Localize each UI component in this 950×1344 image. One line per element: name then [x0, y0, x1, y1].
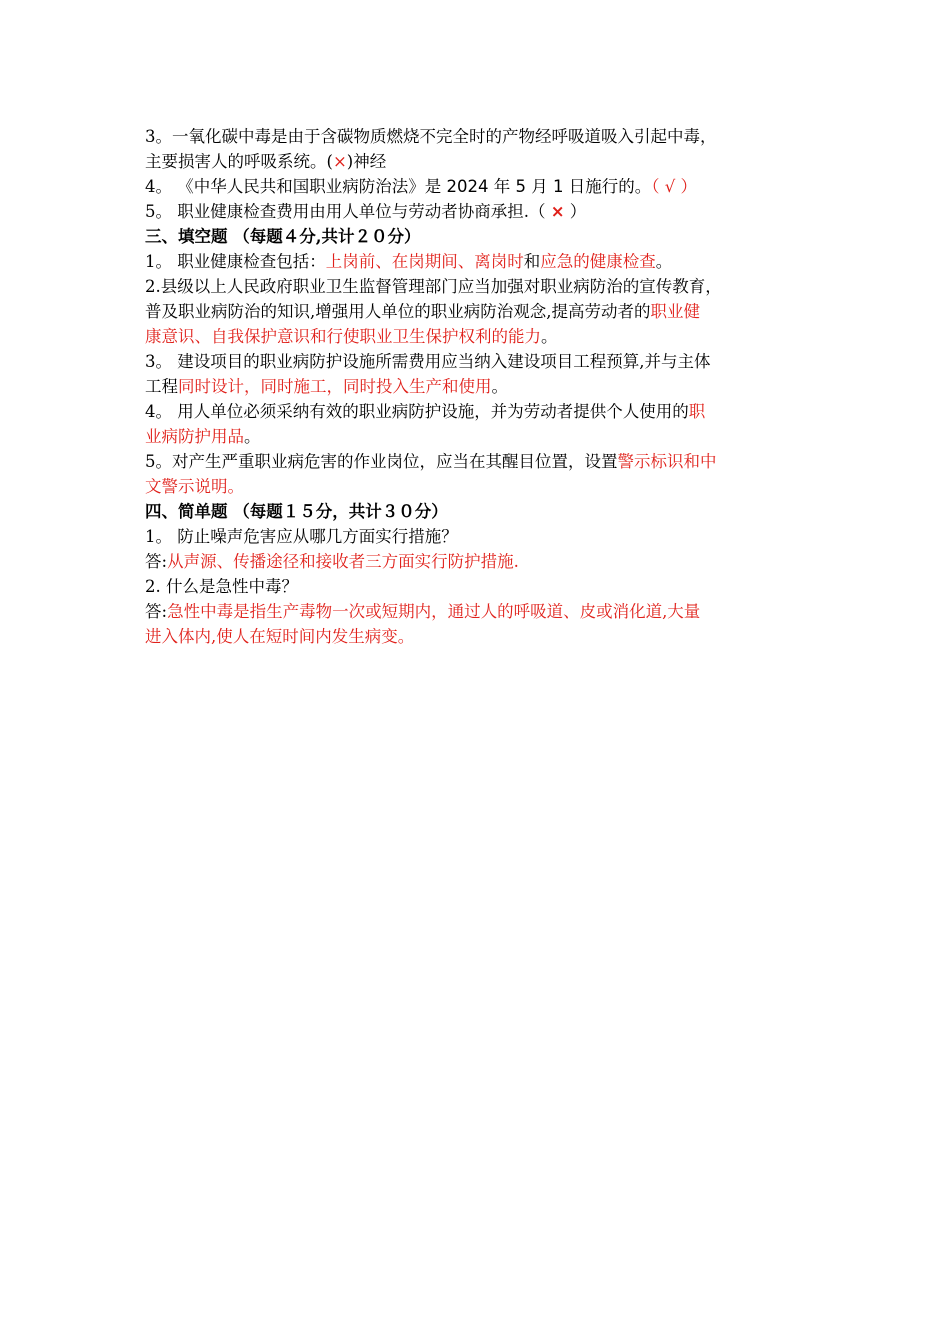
section3-heading: 三、填空题 （每题４分,共计２０分）: [145, 227, 421, 246]
fill-q3-end: 。: [491, 377, 508, 396]
fill-q4-text: 4。 用人单位必须采纳有效的职业病防护设施，并为劳动者提供个人使用的: [145, 402, 689, 421]
section4-heading: 四、简单题 （每题１５分，共计３０分）: [145, 502, 448, 521]
fill-q2-line1: [145, 274, 810, 299]
short-a1-line: [145, 549, 810, 574]
fill-q2-answer-start: 职业健: [650, 302, 700, 321]
short-a2-text-cont: 进入体内,使人在短时间内发生病变。: [145, 627, 415, 646]
fill-q3-answer: 同时设计，同时施工，同时投入生产和使用: [178, 377, 492, 396]
judge-q3-answer-mark: ×: [332, 152, 347, 171]
short-a2-line2: [145, 624, 810, 649]
fill-q2-line2: [145, 299, 810, 324]
fill-q4-line1: [145, 399, 810, 424]
fill-q5-answer-start: 警示标识和中: [617, 452, 717, 471]
fill-q4-answer-start: 职: [688, 402, 706, 421]
fill-q1-answer-b: 应急的健康检查: [540, 252, 656, 271]
short-a1-text: 从声源、传播途径和接收者三方面实行防护措施.: [167, 552, 519, 571]
fill-q4-line2: [145, 424, 810, 449]
short-a2-line1: [145, 599, 810, 624]
judge-q3-line2: [145, 149, 810, 174]
fill-q3-text-cont: 工程: [145, 377, 178, 396]
judge-q3-text-cont: 主要损害人的呼吸系统。(: [145, 152, 333, 171]
judge-q5-line: [145, 199, 810, 224]
fill-q4-answer-cont: 业病防护用品: [145, 427, 244, 446]
fill-q3-line1: [145, 349, 810, 374]
fill-q1-line: [145, 249, 810, 274]
fill-q1-prefix: 1。 职业健康检查包括：: [145, 252, 326, 271]
judge-q4-mid2: 月: [526, 177, 553, 196]
fill-q3-line2: [145, 374, 810, 399]
fill-q2-answer-cont: 康意识、自我保护意识和行使职业卫生保护权利的能力: [145, 327, 541, 346]
judge-q4-line: [145, 174, 810, 199]
fill-q4-end: 。: [244, 427, 261, 446]
fill-q2-text-cont: 普及职业病防治的知识,增强用人单位的职业病防治观念,提高劳动者的: [145, 302, 651, 321]
judge-q3-text: 3。一氧化碳中毒是由于含碳物质燃烧不完全时的产物经呼吸道吸入引起中毒，: [145, 127, 717, 146]
fill-q1-end: 。: [655, 252, 673, 271]
judge-q5-tail: ）: [564, 202, 587, 221]
document-content: [145, 124, 810, 649]
judge-q5-text: 5。 职业健康检查费用由用人单位与劳动者协商承担.（: [145, 202, 551, 221]
fill-q5-answer-cont: 文警示说明。: [145, 477, 244, 496]
fill-q5-line1: [145, 449, 810, 474]
fill-q5-text: 5。对产生严重职业病危害的作业岗位，应当在其醒目位置，设置: [145, 452, 618, 471]
judge-q4-mid1: 年: [488, 177, 516, 196]
judge-q4-prefix: 4。 《中华人民共和国职业病防治法》是: [145, 177, 447, 196]
judge-q4-suffix: 日施行的。: [563, 177, 652, 196]
judge-q3-line1: [145, 124, 810, 149]
fill-q2-line3: [145, 324, 810, 349]
fill-q2-end: 。: [541, 327, 558, 346]
fill-q5-line2: [145, 474, 810, 499]
short-q2: 2. 什么是急性中毒？: [145, 577, 298, 596]
judge-q4-day: 1: [553, 177, 564, 196]
short-a2-text: 急性中毒是指生产毒物一次或短期内，通过人的呼吸道、皮或消化道,大量: [167, 602, 701, 621]
judge-q4-year: 2024: [446, 177, 489, 196]
short-a1-label: 答:: [145, 552, 168, 571]
fill-q1-answer-a: 上岗前、在岗期间、离岗时: [325, 252, 524, 271]
short-a2-label: 答:: [145, 602, 168, 621]
judge-q3-tail: )神经: [346, 152, 387, 171]
fill-q1-and: 和: [523, 252, 541, 271]
fill-q3-text: 3。 建设项目的职业病防护设施所需费用应当纳入建设项目工程预算,并与主体: [145, 352, 711, 371]
judge-q4-answer: （ √ ）: [651, 177, 698, 196]
judge-q4-month: 5: [515, 177, 526, 196]
short-q1: 1。 防止噪声危害应从哪几方面实行措施？: [145, 527, 458, 546]
fill-q2-text: 2.县级以上人民政府职业卫生监督管理部门应当加强对职业病防治的宣传教育，: [145, 277, 722, 296]
judge-q5-answer-mark: ×: [550, 202, 565, 221]
